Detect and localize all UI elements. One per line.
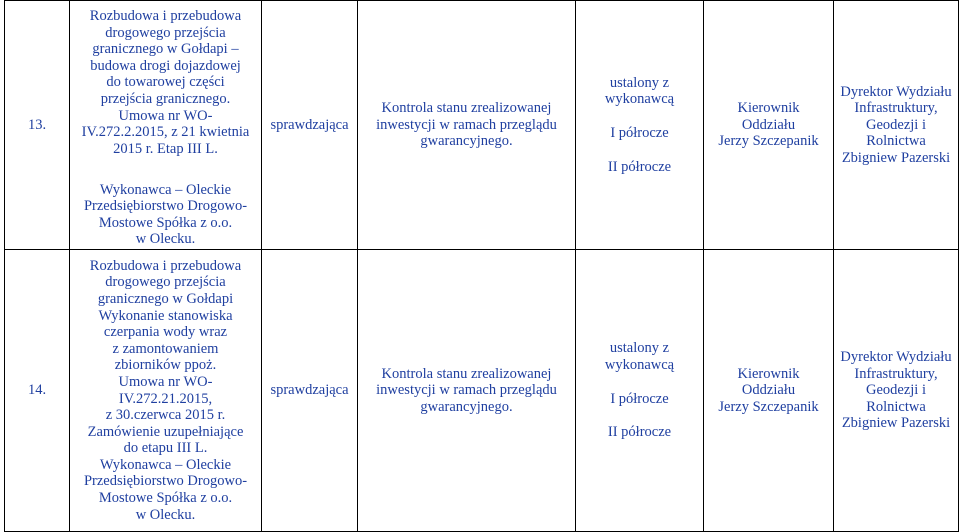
supervisor-line: Dyrektor Wydziału <box>840 349 952 366</box>
row-number: 14. <box>27 382 47 399</box>
task-line: Rozbudowa i przebudowa <box>89 8 242 25</box>
supervisor-cell <box>834 1 959 250</box>
task-line: Umowa nr WO- <box>118 107 213 124</box>
task-line: drogowego przejścia <box>105 24 226 41</box>
responsible-line: Kierownik <box>737 100 800 117</box>
scope-line: Kontrola stanu zrealizowanej <box>381 365 552 382</box>
term-second-half: II półrocze <box>607 424 672 441</box>
task-line: granicznego w Gołdapi – <box>92 41 239 58</box>
control-term-cell <box>576 250 704 532</box>
control-type: sprawdzająca <box>270 116 349 133</box>
task-line: Zamówienie uzupełniające <box>87 423 244 440</box>
term-line: wykonawcą <box>604 356 675 373</box>
table-row <box>5 250 959 532</box>
control-scope-cell <box>358 250 576 532</box>
contractor-line: w Olecku. <box>135 231 196 248</box>
task-line: przejścia granicznego. <box>100 91 231 108</box>
control-type-cell <box>262 1 358 250</box>
task-line: Przedsiębiorstwo Drogowo- <box>83 473 248 490</box>
task-line: zbiorników ppoż. <box>114 357 217 374</box>
scope-line: inwestycji w ramach przeglądu <box>376 382 557 399</box>
supervisor-line: Zbigniew Pazerski <box>841 415 951 432</box>
table-row <box>5 1 959 165</box>
supervisor-line: Geodezji i Rolnictwa <box>866 116 926 150</box>
contractor-cell <box>70 165 262 250</box>
task-line: IV.272.2.2015, z 21 kwietnia <box>81 124 250 141</box>
row-number-cell <box>5 1 70 250</box>
responsible-line: Oddziału <box>741 382 796 399</box>
row-number-cell <box>5 250 70 532</box>
responsible-line: Kierownik <box>737 365 800 382</box>
task-line: do towarowej części <box>106 74 225 91</box>
task-line: z 30.czerwca 2015 r. <box>105 407 226 424</box>
task-line: Rozbudowa i przebudowa <box>89 257 242 274</box>
supervisor-line: Geodezji i Rolnictwa <box>866 382 926 415</box>
term-line: wykonawcą <box>604 91 675 108</box>
supervisor-line: Infrastruktury, <box>854 100 938 117</box>
responsible-line: Jerzy Szczepanik <box>718 398 819 415</box>
task-line: drogowego przejścia <box>105 274 226 291</box>
task-line: Umowa nr WO- <box>118 373 213 390</box>
responsible-cell <box>704 1 834 250</box>
scope-line: Kontrola stanu zrealizowanej <box>381 100 552 117</box>
task-line: Mostowe Spółka z o.o. <box>98 490 233 507</box>
control-scope-cell <box>358 1 576 250</box>
task-line: IV.272.21.2015, <box>118 390 213 407</box>
contractor-line: Mostowe Spółka z o.o. <box>98 214 233 231</box>
scope-line: inwestycji w ramach przeglądu <box>376 116 557 133</box>
responsible-cell <box>704 250 834 532</box>
scope-line: gwarancyjnego. <box>420 133 513 150</box>
control-type: sprawdzająca <box>270 382 349 399</box>
term-second-half: II półrocze <box>607 158 672 175</box>
contractor-line: Przedsiębiorstwo Drogowo- <box>83 198 248 215</box>
responsible-line: Oddziału <box>741 116 796 133</box>
scope-line: gwarancyjnego. <box>420 398 513 415</box>
term-first-half: I półrocze <box>610 125 669 141</box>
task-line: czerpania wody wraz <box>103 324 228 341</box>
control-type-cell <box>262 250 358 532</box>
responsible-line: Jerzy Szczepanik <box>718 133 819 150</box>
task-description-cell <box>70 1 262 165</box>
task-line: granicznego w Gołdapi <box>97 290 234 307</box>
control-term-cell <box>576 1 704 250</box>
row-number: 13. <box>27 116 47 133</box>
task-line: w Olecku. <box>135 506 196 523</box>
audit-plan-table <box>4 0 959 532</box>
task-line: z zamontowaniem <box>112 340 219 357</box>
supervisor-line: Infrastruktury, <box>854 365 938 382</box>
term-first-half: I półrocze <box>610 390 669 407</box>
term-line: ustalony z <box>609 340 670 357</box>
supervisor-line: Zbigniew Pazerski <box>841 149 951 166</box>
task-line: Wykonanie stanowiska <box>98 307 233 324</box>
supervisor-line: Dyrektor Wydziału <box>840 83 952 100</box>
task-description-cell <box>70 250 262 532</box>
task-line: do etapu III L. <box>123 440 208 457</box>
task-line: budowa drogi dojazdowej <box>90 57 241 74</box>
task-line: 2015 r. Etap III L. <box>113 140 218 157</box>
supervisor-cell <box>834 250 959 532</box>
contractor-line: Wykonawca – Oleckie <box>99 181 232 198</box>
task-line: Wykonawca – Oleckie <box>99 456 232 473</box>
term-line: ustalony z <box>609 74 670 91</box>
